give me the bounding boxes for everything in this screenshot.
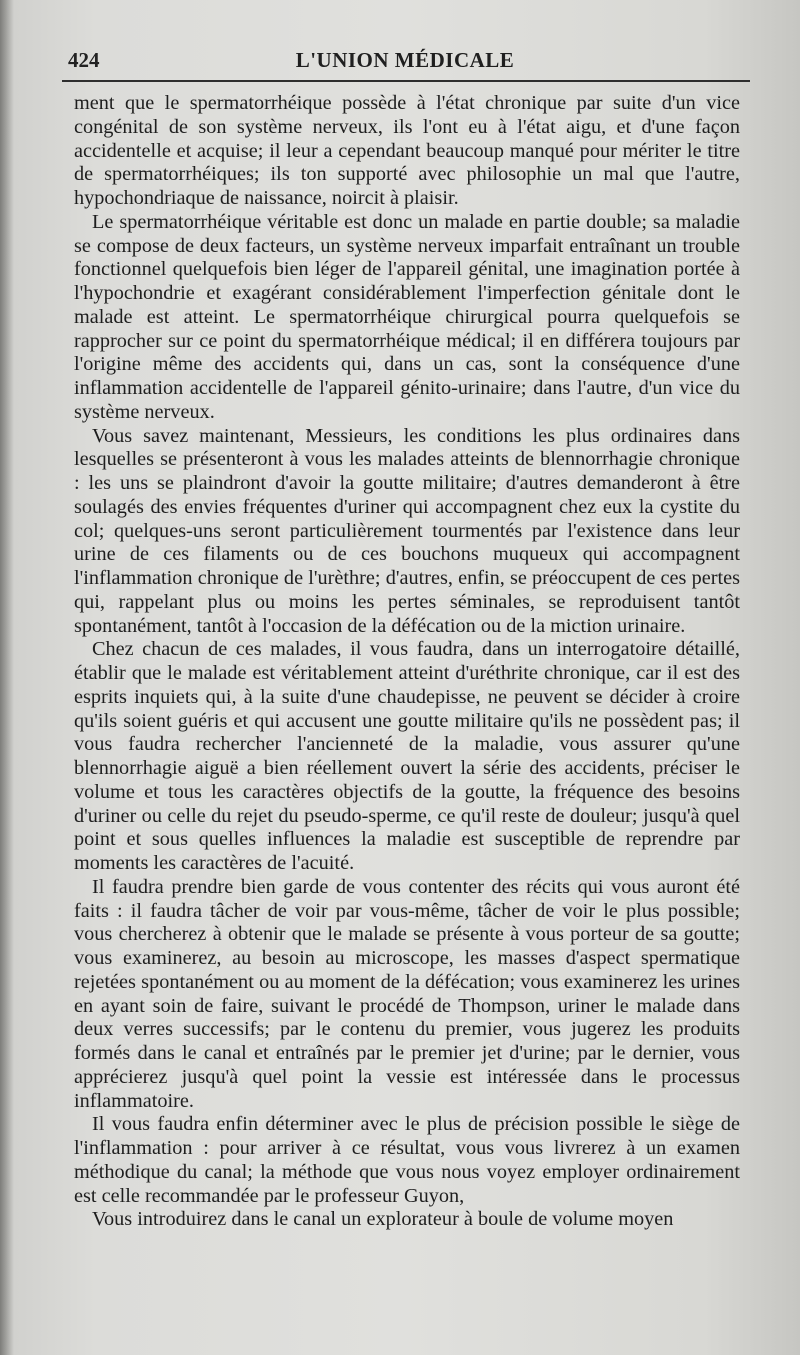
paragraph-6: Il vous faudra enfin déterminer avec le plus de précision possible le siège de l'inflammation : pour arriver à ce résultat, vous vous livrerez à un examen méthodique du canal; la méthode que vous nous voyez employer ordinairement est celle recommandée par le professeur Guyon, (74, 1113, 740, 1207)
paragraph-7: Vous introduirez dans le canal un explorateur à boule de volume moyen (92, 1208, 674, 1231)
article-body (74, 92, 740, 1232)
paragraph-2: Le spermatorrhéique véritable est donc un malade en partie double; sa maladie se compose de deux facteurs, un système nerveux imparfait entraînant un trouble fonctionnel quelquefois bien léger de l'appareil génital, une imagination portée à l'hypochondrie et exagérant considérablement l'imperfection génitale dont le malade est atteint. Le spermatorrhéique chirurgical pourra quelquefois se rapprocher sur ce point du spermatorrhéique médical; il en différera toujours par l'origine même des accidents qui, dans un cas, sont la conséquence d'une inflammation accidentelle de l'appareil génito-urinaire; dans l'autre, d'un vice du système nerveux. (74, 210, 740, 423)
journal-title: L'UNION MÉDICALE (295, 48, 515, 72)
paragraph-1: ment que le spermatorrhéique possède à l'état chronique par suite d'un vice congénital de son système nerveux, ils l'ont eu à l'état aigu, et d'une façon accidentelle et acquise; il leur a cependant beaucoup manqué pour mériter le titre de spermatorrhéiques; ils ton supporté avec philosophie un mal que l'autre, hypochondriaque de naissance, noircit à plaisir. (74, 92, 740, 209)
running-header (60, 44, 750, 74)
paragraph-4: Chez chacun de ces malades, il vous faudra, dans un interrogatoire détaillé, établir que le malade est véritablement atteint d'uréthrite chronique, car il est des esprits inquiets qui, à la suite d'une chaudepisse, ne peuvent se décider à croire qu'ils soient guéris et qui accusent une goutte militaire qu'ils ne possèdent pas; il vous faudra rechercher l'ancienneté de la maladie, vous assurer qu'une blennorrhagie aiguë a bien réellement ouvert la série des accidents, préciser le volume et tous les caractères objectifs de la goutte, la fréquence des besoins d'uriner ou celle du rejet du pseudo-sperme, ce qu'il reste de douleur; jusqu'à quel point et sous quelles influences la maladie est susceptible de reprendre par moments les caractères de l'acuité. (74, 638, 740, 874)
paragraph-3: Vous savez maintenant, Messieurs, les conditions les plus ordinaires dans lesquelles se présenteront à vous les malades atteints de blennorrhagie chronique : les uns se plaindront d'avoir la goutte militaire; d'autres demanderont à être soulagés des envies fréquentes d'uriner qui accompagnent chez eux la cystite du col; quelques-uns seront particulièrement tourmentés par l'existence dans leur urine de ces filaments ou de ces bouchons muqueux qui accompagnent l'inflammation chronique de l'urèthre; d'autres, enfin, se préoccupent de ces pertes qui, rappelant plus ou moins les pertes séminales, se reproduisent tantôt spontanément, tantôt à l'occasion de la défécation ou de la miction urinaire. (74, 424, 740, 637)
page-number: 424 (68, 48, 100, 72)
header-rule (62, 80, 750, 82)
page-edge-shadow (0, 0, 14, 1355)
paragraph-5: Il faudra prendre bien garde de vous contenter des récits qui vous auront été faits : il faudra tâcher de voir par vous-même, tâcher de voir le plus possible; vous chercherez à obtenir que le malade se présente à vous porteur de sa goutte; vous examinerez, au besoin au microscope, les masses d'aspect spermatique rejetées spontanément ou au moment de la défécation; vous examinerez les urines en ayant soin de faire, suivant le procédé de Thompson, uriner le malade dans deux verres successifs; par le contenu du premier, vous jugerez les produits formés dans le canal et entraînés par le premier jet d'urine; par le dernier, vous apprécierez jusqu'à quel point la vessie est intéressée dans le processus inflammatoire. (74, 875, 740, 1112)
